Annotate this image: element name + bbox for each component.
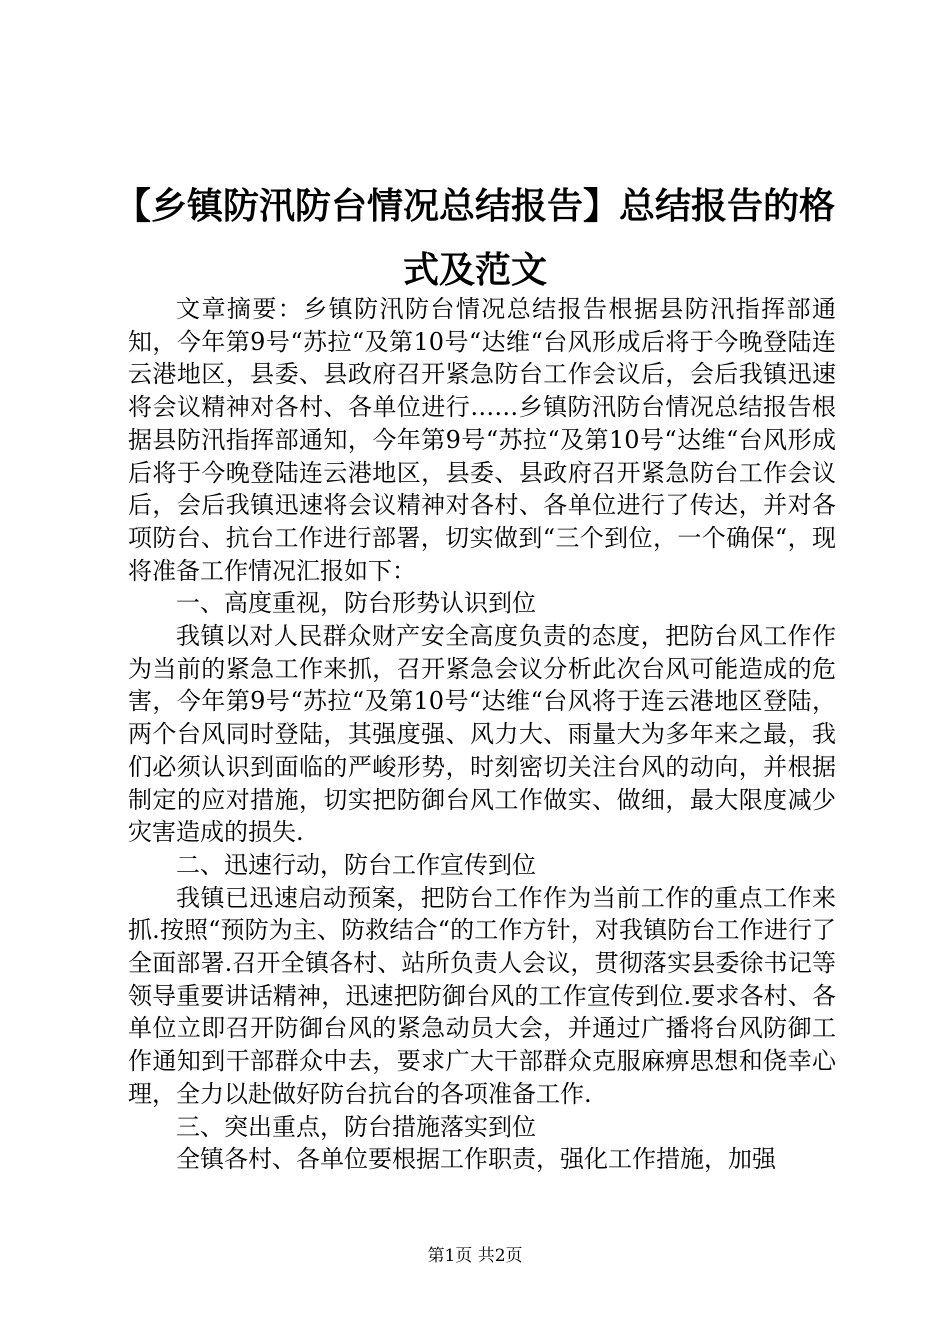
section-paragraph-2: 我镇已迅速启动预案，把防台工作作为当前工作的重点工作来抓.按照“预防为主、防救结合“的工作方针，对我镇防台工作进行了全面部署.召开全镇各村、站所负责人会议，贯彻落实县委徐书记等领导重要讲话精神，迅速把防御台风的工作宣传到位.要求各村、各单位立即召开防御台风的紧急动员大会，并通过广播将台风防御工作通知到干部群众中去，要求广大干部群众克服麻痹思想和侥幸心理，全力以赴做好防台抗台的各项准备工作. [128,883,836,1108]
section-paragraph-1: 我镇以对人民群众财产安全高度负责的态度，把防台风工作作为当前的紧急工作来抓，召开紧急会议分析此次台风可能造成的危害，今年第9号“苏拉“及第10号“达维“台风将于连云港地区登陆，两个台风同时登陆，其强度强、风力大、雨量大为多年来之最，我们必须认识到面临的严峻形势，时刻密切关注台风的动向，并根据制定的应对措施，切实把防御台风工作做实、做细，最大限度减少灾害造成的损失. [128,622,836,847]
section-heading-2: 二、迅速行动，防台工作宣传到位 [176,850,536,879]
document-body [128,293,836,1176]
abstract-paragraph: 文章摘要：乡镇防汛防台情况总结报告根据县防汛指挥部通知，今年第9号“苏拉“及第10号“达维“台风形成后将于今晚登陆连云港地区，县委、县政府召开紧急防台工作会议后，会后我镇迅速将会议精神对各村、各单位进行……乡镇防汛防台情况总结报告根据县防汛指挥部通知，今年第9号“苏拉“及第10号“达维“台风形成后将于今晚登陆连云港地区，县委、县政府召开紧急防台工作会议后，会后我镇迅速将会议精神对各村、各单位进行了传达，并对各项防台、抗台工作进行部署，切实做到“三个到位，一个确保“，现将准备工作情况汇报如下： [128,295,836,585]
page-number-footer: 第1页 共2页 [427,1246,523,1266]
section-heading-1: 一、高度重视，防台形势认识到位 [176,589,536,618]
document-title: 【乡镇防汛防台情况总结报告】总结报告的格式及范文 [114,186,835,291]
section-heading-3: 三、突出重点，防台措施落实到位 [176,1112,536,1141]
section-paragraph-3: 全镇各村、各单位要根据工作职责，强化工作措施，加强 [176,1145,776,1174]
